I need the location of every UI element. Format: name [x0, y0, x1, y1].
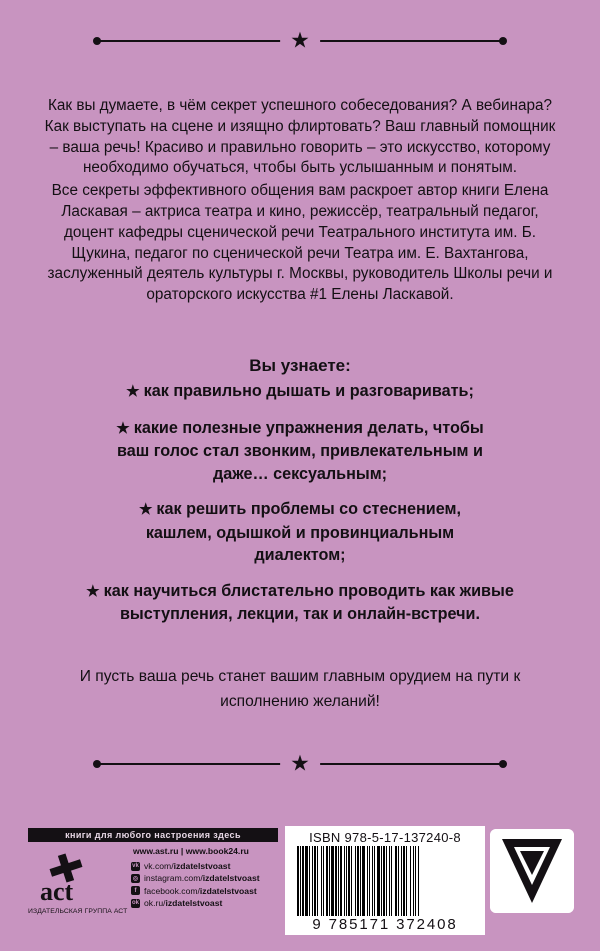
odnoklassniki-icon: ok: [131, 900, 139, 907]
barcode-bar: [357, 846, 359, 916]
barcode-bar: [317, 846, 318, 916]
website-link[interactable]: | www.book24.ru: [179, 846, 249, 856]
vk-icon: vk: [132, 863, 139, 870]
star-icon: ★: [280, 753, 320, 775]
intro-text: [40, 96, 560, 306]
list-item: [40, 498, 560, 567]
social-handle: izdatelstvoast: [199, 885, 257, 896]
barcode-bar: [297, 846, 299, 916]
star-bullet-icon: ★: [116, 419, 130, 437]
barcode-bar: [340, 846, 342, 916]
barcode-bar: [338, 846, 339, 916]
barcode-bar: [398, 846, 399, 916]
star-bullet-icon: ★: [126, 383, 140, 400]
list-item: [40, 380, 560, 404]
barcode-panel: [285, 826, 485, 935]
barcode-bar: [413, 846, 414, 916]
barcode-bar: [346, 846, 347, 916]
website-links: [133, 846, 249, 856]
barcode-bar: [300, 846, 301, 916]
barcode-bar: [406, 846, 407, 916]
barcode-bar: [360, 846, 361, 916]
intro-paragraph-2: Все секреты эффективного общения вам раскроет автор книги Елена Ласкавая – актриса театра и кино, режиссёр, театральный педагог, доцент кафедры сценической речи Театрального института им. Б. Щукина, педагог по сценической речи Театра им. Е. Вахтангова, заслуженный деятель культуры г. Москвы, руководитель Школы речи и ораторского искусства #1 Елены Ласкавой.: [47, 182, 553, 304]
barcode-bar: [372, 846, 373, 916]
barcode-bar: [362, 846, 365, 916]
list-item: [40, 417, 560, 486]
barcode-bar: [383, 846, 385, 916]
learn-heading: Вы узнаете:: [249, 356, 351, 375]
barcode-bar: [344, 846, 345, 916]
social-links: [131, 860, 260, 909]
divider-dot-right: [499, 760, 507, 768]
social-prefix: facebook.com/: [144, 885, 200, 896]
social-handle: izdatelstvoast: [173, 861, 231, 872]
list-item-text: какие полезные упражнения делать, чтобы ваш голос стал звонким, привлекательным и даже… сексуальным;: [117, 418, 484, 483]
star-bullet-icon: ★: [86, 582, 100, 600]
barcode-bar: [369, 846, 370, 916]
barcode: [295, 846, 475, 916]
barcode-bar: [374, 846, 375, 916]
social-handle: izdatelstvoast: [202, 873, 260, 884]
social-link-instagram[interactable]: [131, 872, 260, 884]
barcode-bar: [367, 846, 368, 916]
barcode-bar: [415, 846, 416, 916]
barcode-bar: [401, 846, 402, 916]
instagram-icon: ◎: [132, 875, 139, 882]
barcode-bar: [314, 846, 316, 916]
learn-list: [40, 380, 560, 626]
barcode-bar: [348, 846, 350, 916]
barcode-bar: [403, 846, 405, 916]
divider-dot-left: [93, 760, 101, 768]
barcode-bar: [305, 846, 308, 916]
barcode-bar: [309, 846, 310, 916]
social-prefix: vk.com/: [144, 861, 174, 872]
v-mark-text: V: [531, 837, 533, 838]
v-logo: [490, 829, 574, 913]
barcode-bar: [418, 846, 419, 916]
social-handle: izdatelstvoast: [165, 898, 223, 909]
divider-dot-left: [93, 37, 101, 45]
barcode-bar: [355, 846, 356, 916]
barcode-bar: [312, 846, 313, 916]
barcode-bar: [381, 846, 382, 916]
barcode-bar: [329, 846, 330, 916]
list-item-text: как правильно дышать и разговаривать;: [143, 382, 474, 400]
barcode-bar: [335, 846, 337, 916]
social-link-facebook[interactable]: [131, 885, 260, 897]
barcode-bar: [302, 846, 304, 916]
slogan-ribbon: книги для любого настроения здесь: [28, 828, 278, 842]
closing-text: И пусть ваша речь станет вашим главным орудием на пути к исполнению желаний!: [79, 668, 521, 710]
ean-digits: 9 785171 372408: [312, 916, 458, 933]
barcode-bar: [331, 846, 334, 916]
list-item-text: как решить проблемы со стеснением, кашлем, одышкой и провинциальным диалектом;: [145, 500, 462, 564]
top-divider: [95, 27, 505, 53]
website-link[interactable]: www.ast.ru: [133, 846, 179, 856]
barcode-bar: [321, 846, 322, 916]
barcode-bar: [323, 846, 324, 916]
facebook-icon: f: [131, 886, 140, 895]
barcode-bar: [377, 846, 380, 916]
social-prefix: instagram.com/: [144, 873, 203, 884]
list-item-text: как научиться блистательно проводить как живые выступления, лекции, так и онлайн-встречи.: [103, 581, 514, 623]
intro-paragraph-1: Как вы думаете, в чём секрет успешного собеседования? А вебинара? Как выступать на сцене и изящно флиртовать? Ваш главный помощник – ваша речь! Красиво и правильно говорить – это искусство, которому необходимо обучаться, чтобы быть услышанным и понятым.: [44, 97, 556, 177]
ast-logo: [32, 848, 96, 906]
social-link-ok[interactable]: [131, 897, 260, 909]
social-link-vk[interactable]: [131, 860, 260, 872]
barcode-bar: [410, 846, 411, 916]
publisher-name: ИЗДАТЕЛЬСКАЯ ГРУППА АСТ: [28, 908, 128, 915]
social-prefix: ok.ru/: [144, 898, 166, 909]
barcode-bar: [391, 846, 392, 916]
star-icon: ★: [280, 30, 320, 52]
barcode-bar: [386, 846, 387, 916]
barcode-bar: [395, 846, 397, 916]
barcode-bar: [351, 846, 352, 916]
isbn-text: ISBN 978-5-17-137240-8: [309, 830, 461, 845]
star-bullet-icon: ★: [138, 501, 153, 518]
bottom-divider: [95, 750, 505, 776]
barcode-bar: [389, 846, 390, 916]
divider-dot-right: [499, 37, 507, 45]
list-item: [40, 580, 560, 626]
barcode-bar: [326, 846, 328, 916]
logo-text: act: [40, 877, 74, 906]
